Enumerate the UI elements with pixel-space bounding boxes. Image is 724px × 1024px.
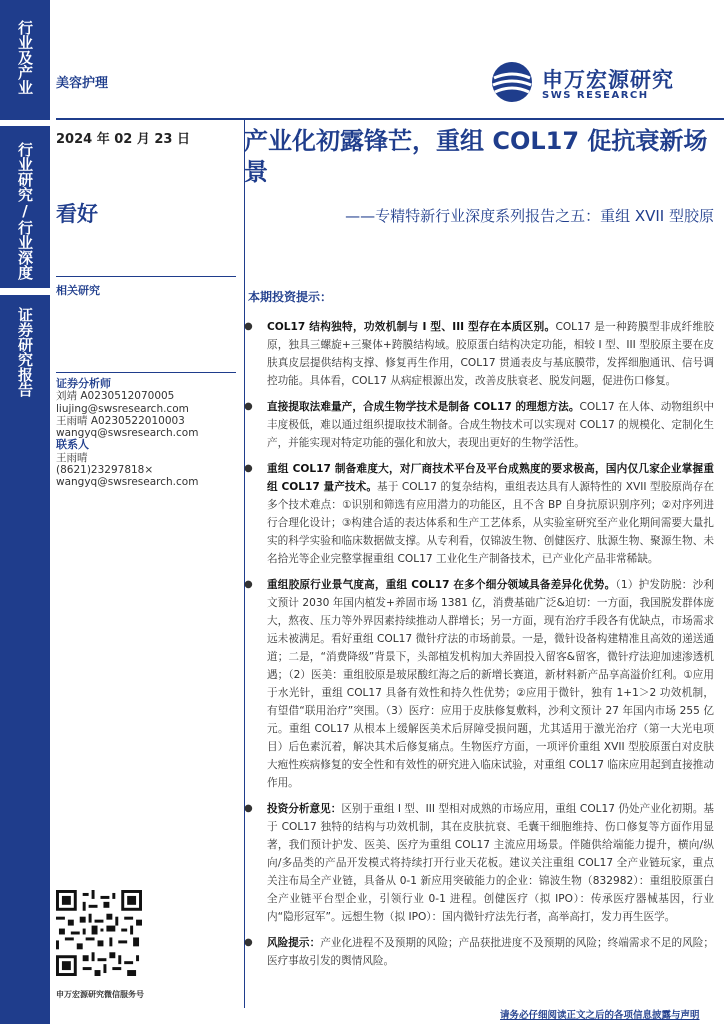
list-item [240,576,714,792]
analyst-line: 王雨晴 A0230522010003 [56,414,185,427]
company-logo [490,62,690,104]
list-item [240,460,714,568]
bullet-icon: ● [244,463,253,474]
contact-email[interactable]: wangyq@swsresearch.com [56,476,199,489]
contact-phone: (8621)23297818× [56,464,154,477]
investment-highlights-header: 本期投资提示： [248,290,333,304]
side-strip-research [0,126,50,288]
contact-header: 联系人 [56,438,89,452]
list-item [240,934,714,970]
point-body: COL17 在人体、动物组织中丰度极低，难以通过组织提取技术制备。合成生物技术可以实现对 COL17 的规模化、定制化生产，并能实现对特定功能的强化和放大，表现出更好的生物学活性。 [267,401,714,449]
list-item [240,318,714,390]
investment-points-list [240,318,714,978]
analyst-email[interactable]: wangyq@swsresearch.com [56,427,199,440]
side-strip-report-label: 证券研究报告 [16,307,34,397]
logo-english-name: SWS RESEARCH [542,90,649,101]
side-strip-industry [0,0,50,120]
side-strip-industry-label: 行业及产业 [16,20,34,95]
globe-logo-icon [490,60,534,104]
bullet-icon: ● [244,579,253,590]
point-lead: COL17 结构独特，功效机制与 I 型、III 型存在本质区别。 [267,321,556,333]
point-lead: 投资分析意见： [267,803,342,815]
bullet-icon: ● [244,937,253,948]
header-divider [56,118,724,120]
side-strip-research-label: 行业研究/行业深度 [16,142,34,280]
left-divider-1 [56,276,236,277]
analyst-header: 证券分析师 [56,377,111,390]
point-body: COL17 是一种跨膜型非成纤维胶原，独具三螺旋+三聚体+跨膜结构域。胶原蛋白结构决定功能，相较 I 型、III 型胶原主要在皮肤真皮层提供结构支撑、修复再生作用，COL17 贯通表皮与基底膜带，发挥细胞通讯、信号调控功能。具体看，COL17 从病症根源出发，改善皮肤衰老、脱发问题，促进伤口修复。 [267,321,715,387]
point-lead: 风险提示： [267,937,321,949]
rating: 看好 [56,202,98,226]
bullet-icon: ● [244,401,253,412]
bullet-icon: ● [244,803,253,814]
disclosure-notice[interactable]: 请务必仔细阅读正文之后的各项信息披露与声明 [500,1010,700,1021]
report-subtitle: ——专精特新行业深度系列报告之五：重组 XVII 型胶原 [345,207,714,225]
logo-chinese-name: 申万宏源研究 [542,68,674,92]
point-body: 基于 COL17 的复杂结构，重组表达具有人源特性的 XVII 型胶原尚存在多个技术难点：①识别和筛选有应用潜力的功能区，且不含 BP 自身抗原识别序列；②对序列进行合理化设计；③构建合适的表达体系和生产工艺体系，从实验室研究至产业化期间需要大量扎实的科学实验和临床数据做支撑。从专利看，仅锦波生物、创健医疗、肽源生物、聚源生物、未名拾光等企业完整掌握重组 COL17 工业化生产制备技术，已产业化产品非常稀缺。 [267,481,714,565]
industry-category: 美容护理 [56,76,109,91]
related-research-header: 相关研究 [56,284,100,297]
side-strip-report [0,295,50,1024]
contact-name: 王雨晴 [56,451,88,464]
point-body: 区别于重组 I 型、III 型相对成熟的市场应用，重组 COL17 仍处产业化初期。基于 COL17 独特的结构与功效机制，其在皮肤抗衰、毛囊干细胞维持、伤口修复等方面作用显著，我们预计护发、医美、医疗为重组 COL17 主流应用场景。伴随供给端能力提升，横向/纵向/多品类的产品开发模式将持续打开行业天花板。建议关注重组 COL17 全产业链玩家，重点关注布局全产业链，具备从 0-1 新应用突破能力的企业：锦波生物（832982）：重组胶原蛋白全产业链平台型企业，引领行业 0-1 进程。创健医疗（拟 IPO）：传承医疗器械基因，行业内“隐形冠军”。远想生物（拟 IPO）：国内微针疗法先行者，高举高打，发力再生医学。 [267,803,715,923]
report-date: 2024 年 02 月 23 日 [56,132,190,147]
wechat-qr-code [56,890,142,976]
analyst-email[interactable]: liujing@swsresearch.com [56,402,189,415]
point-body: （1）护发防脱：沙利文预计 2030 年国内植发+养固市场 1381 亿，消费基础广泛&迫切：一方面，我国脱发群体庞大，熬夜、压力等外界因素持续推动人群增长；另一方面，现有治疗手段各有优缺点，市场需求远未被满足。看好重组 COL17 微针疗法的市场前景。一是，微针设备构建精准且高效的递送通道；二是，“消费降级”背景下，头部植发机构加大养固投入留客&留客，微针疗法迎加速渗透机遇；（2）医美：重组胶原是玻尿酸红海之后的新增长赛道，新材料新产品享高溢价红利。①应用于水光针，重组 COL17 具备有效性和持久性优势；②应用于微针，独有 1+1＞2 功效机制，有望借“联用治疗”突围。（3）医疗：应用于皮肤修复敷料，沙利文预计 27 年国内市场 255 亿元。重组 COL17 从根本上缓解医美术后屏障受损问题，尤其适用于激光治疗（第一大光电项目）后色素沉着，解决其术后修复痛点。生物医疗方面，一项评价重组 XVII 型胶原蛋白对皮肤大疱性疾病修复的安全性和有效性的研究进入临床试验，对重组 COL17 临床应用起到直接推动作用。 [267,579,714,789]
list-item [240,800,714,926]
list-item [240,398,714,452]
point-body: 产业化进程不及预期的风险；产品获批进度不及预期的风险；终端需求不足的风险；医疗事故引发的舆情风险。 [267,937,715,967]
left-divider-2 [56,372,236,373]
point-lead: 重组 COL17 制备难度大，对厂商技术平台及平台成熟度的要求极高，国内仅几家企业掌握重组 COL17 量产技术。 [267,463,714,493]
point-lead: 直接提取法难量产，合成生物学技术是制备 COL17 的理想方法。 [267,401,580,413]
report-title: 产业化初露锋芒，重组 COL17 促抗衰新场景 [244,127,708,186]
analyst-block [56,378,240,489]
analyst-line: 刘靖 A0230512070005 [56,390,175,403]
point-lead: 重组胶原行业景气度高，重组 COL17 在多个细分领域具备差异化优势。 [267,579,616,591]
bullet-icon: ● [244,321,253,332]
qr-code-label: 申万宏源研究微信服务号 [56,990,144,999]
